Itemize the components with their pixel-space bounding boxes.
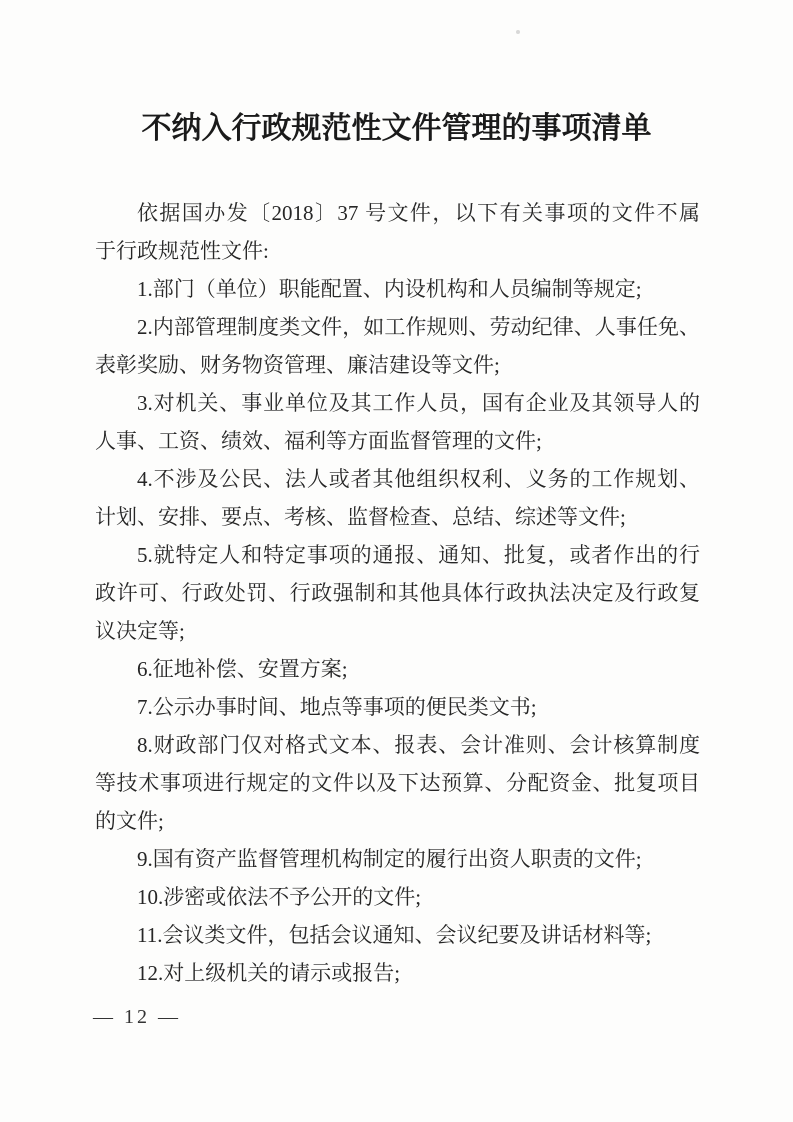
- body-line: 1.部门（单位）职能配置、内设机构和人员编制等规定;: [137, 277, 642, 301]
- body-line: 计划、安排、要点、考核、监督检查、总结、综述等文件;: [95, 505, 626, 529]
- body-line: 于行政规范性文件:: [95, 239, 269, 263]
- body-line: 表彰奖励、财务物资管理、廉洁建设等文件;: [95, 353, 500, 377]
- body-line: 人事、工资、绩效、福利等方面监督管理的文件;: [95, 429, 542, 453]
- body-line: 11.会议类文件，包括会议通知、会议纪要及讲话材料等;: [137, 923, 652, 947]
- body-line: 7.公示办事时间、地点等事项的便民类文书;: [137, 695, 537, 719]
- body-line: 5.就特定人和特定事项的通报、通知、批复，或者作出的行: [137, 543, 700, 567]
- scan-speckle: [516, 30, 520, 34]
- body-line: 8.财政部门仅对格式文本、报表、会计准则、会计核算制度: [137, 733, 700, 757]
- body-line: 3.对机关、事业单位及其工作人员，国有企业及其领导人的: [137, 391, 700, 415]
- page-number: — 12 —: [93, 1006, 181, 1028]
- document-body: [95, 194, 700, 992]
- document-title: 不纳入行政规范性文件管理的事项清单: [141, 112, 652, 145]
- body-line: 2.内部管理制度类文件，如工作规则、劳动纪律、人事任免、: [137, 315, 700, 339]
- body-line: 议决定等;: [95, 619, 185, 643]
- body-line: 4.不涉及公民、法人或者其他组织权利、义务的工作规划、: [137, 467, 700, 491]
- body-line: 9.国有资产监督管理机构制定的履行出资人职责的文件;: [137, 847, 642, 871]
- body-line: 等技术事项进行规定的文件以及下达预算、分配资金、批复项目: [95, 771, 700, 795]
- body-line: 政许可、行政处罚、行政强制和其他具体行政执法决定及行政复: [95, 581, 700, 605]
- body-line: 6.征地补偿、安置方案;: [137, 657, 348, 681]
- body-line: 12.对上级机关的请示或报告;: [137, 961, 401, 985]
- body-line: 依据国办发〔2018〕37 号文件，以下有关事项的文件不属: [137, 201, 700, 225]
- body-line: 10.涉密或依法不予公开的文件;: [137, 885, 422, 909]
- body-line: 的文件;: [95, 809, 164, 833]
